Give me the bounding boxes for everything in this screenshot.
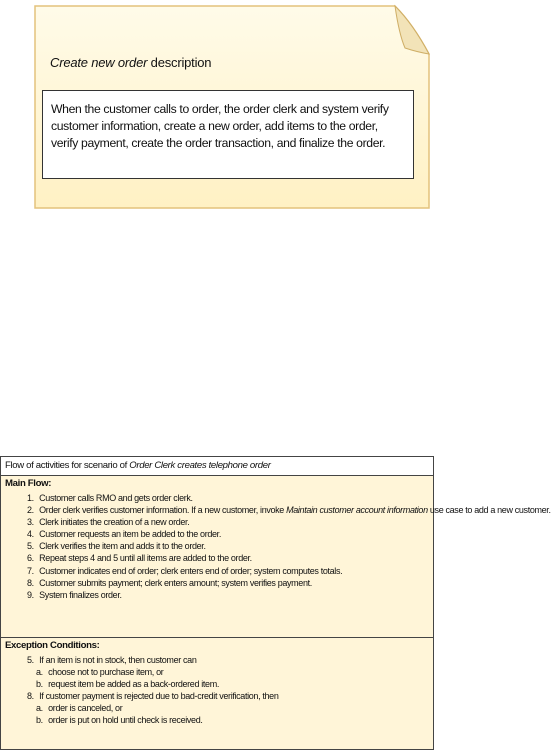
- exception-title: Exception Conditions:: [5, 640, 100, 651]
- step-text: Clerk verifies the item and adds it to the order.: [39, 541, 206, 552]
- exception-number: a.: [36, 703, 43, 714]
- exception-section: [1, 638, 433, 727]
- exception-text: If customer payment is rejected due to bad-credit verification, then: [39, 691, 279, 702]
- note-title: Create new order description: [50, 55, 212, 70]
- step-number: 6.: [27, 553, 34, 564]
- main-flow-step: [27, 492, 433, 504]
- main-flow-title: Main Flow:: [5, 478, 52, 489]
- note-body: When the customer calls to order, the order clerk and system verify customer information, create a new order, add items to the order, verify payment, create the order transaction, and finalize the order.: [42, 90, 414, 179]
- exception-text: choose not to purchase item, or: [48, 667, 164, 678]
- exception-condition: [27, 690, 433, 702]
- main-flow-step: [27, 565, 433, 577]
- step-text: Customer indicates end of order; clerk enters end of order; system computes totals.: [39, 565, 343, 576]
- step-text: System finalizes order.: [39, 589, 122, 600]
- main-flow-step: [27, 577, 433, 589]
- step-text: use case to add a new customer.: [427, 505, 551, 516]
- main-flow-step: [27, 528, 433, 540]
- step-text: Order clerk verifies customer information. If a new customer, invoke: [39, 505, 287, 516]
- step-number: 7.: [27, 565, 34, 576]
- exception-option: [27, 678, 433, 690]
- description-note: [33, 4, 431, 210]
- step-text: Maintain customer account information: [286, 505, 428, 516]
- exception-number: 5.: [27, 655, 34, 665]
- step-text: Customer submits payment; clerk enters amount; system verifies payment.: [39, 577, 312, 588]
- exception-list: [1, 654, 433, 727]
- exception-option: [27, 714, 433, 726]
- step-number: 4.: [27, 529, 34, 540]
- main-flow-list: [1, 492, 551, 601]
- step-text: Repeat steps 4 and 5 until all items are added to the order.: [39, 553, 252, 564]
- step-text: Clerk initiates the creation of a new order.: [39, 517, 190, 528]
- step-text: Customer calls RMO and gets order clerk.: [39, 493, 193, 503]
- exception-option: [27, 666, 433, 678]
- flow-table: [0, 456, 551, 750]
- step-text: Customer requests an item be added to the order.: [39, 529, 221, 540]
- exception-number: b.: [36, 715, 43, 726]
- exception-text: order is put on hold until check is received.: [48, 715, 203, 726]
- step-number: 9.: [27, 589, 34, 600]
- main-flow-step: [27, 540, 433, 552]
- flow-header: Flow of activities for scenario of Order Clerk creates telephone order: [1, 457, 433, 476]
- exception-number: a.: [36, 667, 43, 678]
- step-number: 8.: [27, 577, 34, 588]
- exception-text: If an item is not in stock, then customer can: [39, 655, 197, 665]
- exception-number: b.: [36, 679, 43, 690]
- step-number: 5.: [27, 541, 34, 552]
- exception-option: [27, 702, 433, 714]
- main-flow-section: [1, 476, 551, 638]
- main-flow-step: [27, 589, 433, 601]
- exception-text: order is canceled, or: [48, 703, 123, 714]
- step-number: 2.: [27, 505, 34, 516]
- step-number: 3.: [27, 517, 34, 528]
- main-flow-step: [27, 504, 551, 516]
- exception-number: 8.: [27, 691, 34, 702]
- exception-condition: [27, 654, 433, 666]
- step-number: 1.: [27, 493, 34, 503]
- main-flow-step: [27, 552, 433, 564]
- exception-text: request item be added as a back-ordered item.: [48, 679, 220, 690]
- main-flow-step: [27, 516, 433, 528]
